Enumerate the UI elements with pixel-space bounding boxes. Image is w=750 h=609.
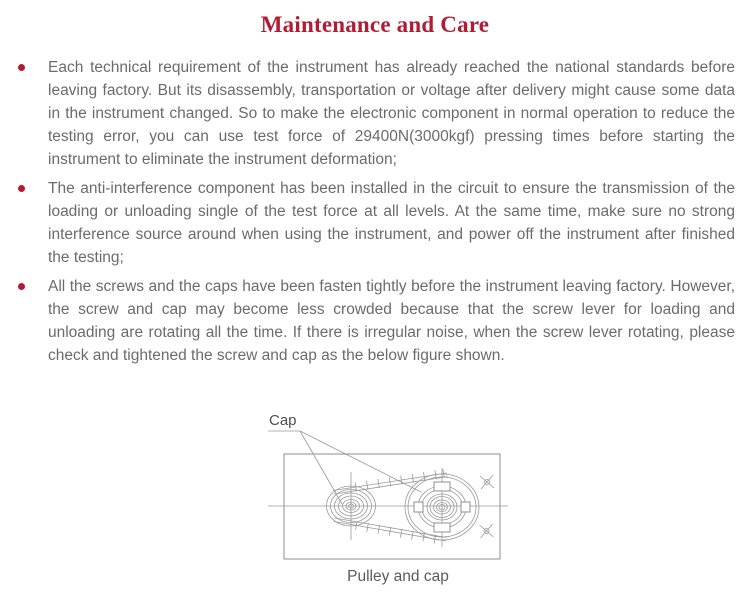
large-pulley [405, 468, 479, 547]
bullet-text: The anti-interference component has been installed in the circuit to ensure the transmission of the loading or unloading single of the test force at all levels. At the same time, make sure no strong interference source around when using the instrument, and power off the instrument after finished the testing; [48, 180, 735, 266]
cap-leader-line-right [300, 431, 421, 492]
maintenance-notes-list [0, 56, 750, 367]
cap-label: Cap [269, 412, 297, 429]
list-item [18, 177, 735, 269]
list-item [18, 275, 735, 367]
screw-mark-top [480, 475, 494, 489]
bullet-icon [18, 185, 25, 192]
bullet-icon [18, 64, 25, 71]
page-title: Maintenance and Care [260, 12, 490, 37]
screw-mark-bottom [480, 524, 494, 538]
pulley-and-cap-figure [225, 404, 555, 604]
pulley-diagram [225, 404, 555, 604]
list-item [18, 56, 735, 171]
bullet-icon [18, 283, 25, 290]
bullet-text: Each technical requirement of the instrument has already reached the national standards before leaving factory. But its disassembly, transportation or voltage after delivery might cause some data in the instrument changed. So to make the electronic component in normal operation to reduce the testing error, you can use test force of 29400N(3000kgf) pressing times before starting the instrument to eliminate the instrument deformation; [48, 59, 735, 168]
bullet-text: All the screws and the caps have been fasten tightly before the instrument leaving factory. However, the screw and cap may become less crowded because that the screw lever for loading and unloading are rotating all the time. If there is irregular noise, when the screw lever rotating, please check and tightened the screw and cap as the below figure shown. [48, 278, 735, 364]
figure-caption: Pulley and cap [347, 568, 449, 585]
